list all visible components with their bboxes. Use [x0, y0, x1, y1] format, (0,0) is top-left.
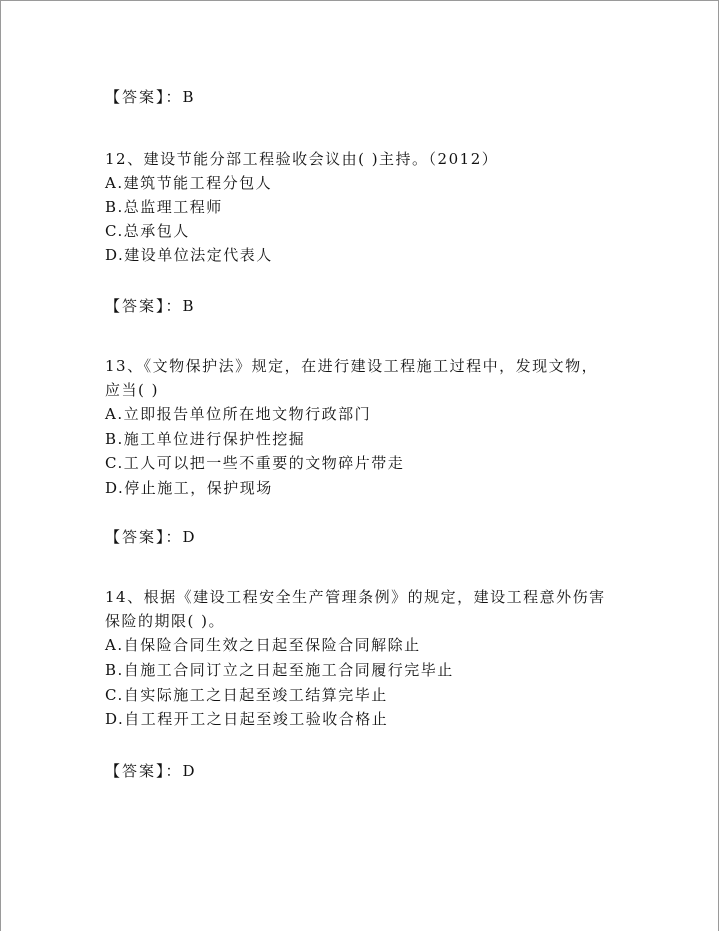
- question-13-option-c: C.工人可以把一些不重要的文物碎片带走: [105, 454, 405, 472]
- question-12-option-c: C.总承包人: [105, 222, 190, 240]
- answer-line: 【答案】：B: [105, 88, 196, 106]
- question-14-stem-line-1: 14、根据《建设工程安全生产管理条例》的规定，建设工程意外伤害: [105, 588, 606, 606]
- question-13-stem-line-1: 13、《文物保护法》规定，在进行建设工程施工过程中，发现文物，: [105, 357, 599, 375]
- question-14-option-a: A.自保险合同生效之日起至保险合同解除止: [105, 636, 421, 654]
- question-12-stem: 12、建设节能分部工程验收会议由( )主持。（2012）: [105, 150, 499, 168]
- question-14-option-b: B.自施工合同订立之日起至施工合同履行完毕止: [105, 661, 454, 679]
- question-12-option-b: B.总监理工程师: [105, 198, 223, 216]
- question-13-option-a: A.立即报告单位所在地文物行政部门: [105, 405, 372, 423]
- question-13-stem-line-2: 应当( ): [105, 381, 159, 399]
- answer-line: 【答案】：D: [105, 762, 197, 780]
- question-14-stem-line-2: 保险的期限( )。: [105, 612, 225, 630]
- question-13-option-d: D.停止施工，保护现场: [105, 479, 273, 497]
- question-13-option-b: B.施工单位进行保护性挖掘: [105, 430, 306, 448]
- question-14-option-d: D.自工程开工之日起至竣工验收合格止: [105, 710, 389, 728]
- answer-line: 【答案】：D: [105, 528, 197, 546]
- question-14-option-c: C.自实际施工之日起至竣工结算完毕止: [105, 686, 388, 704]
- answer-line: 【答案】：B: [105, 297, 196, 315]
- question-12-option-d: D.建设单位法定代表人: [105, 246, 273, 264]
- question-12-option-a: A.建筑节能工程分包人: [105, 174, 273, 192]
